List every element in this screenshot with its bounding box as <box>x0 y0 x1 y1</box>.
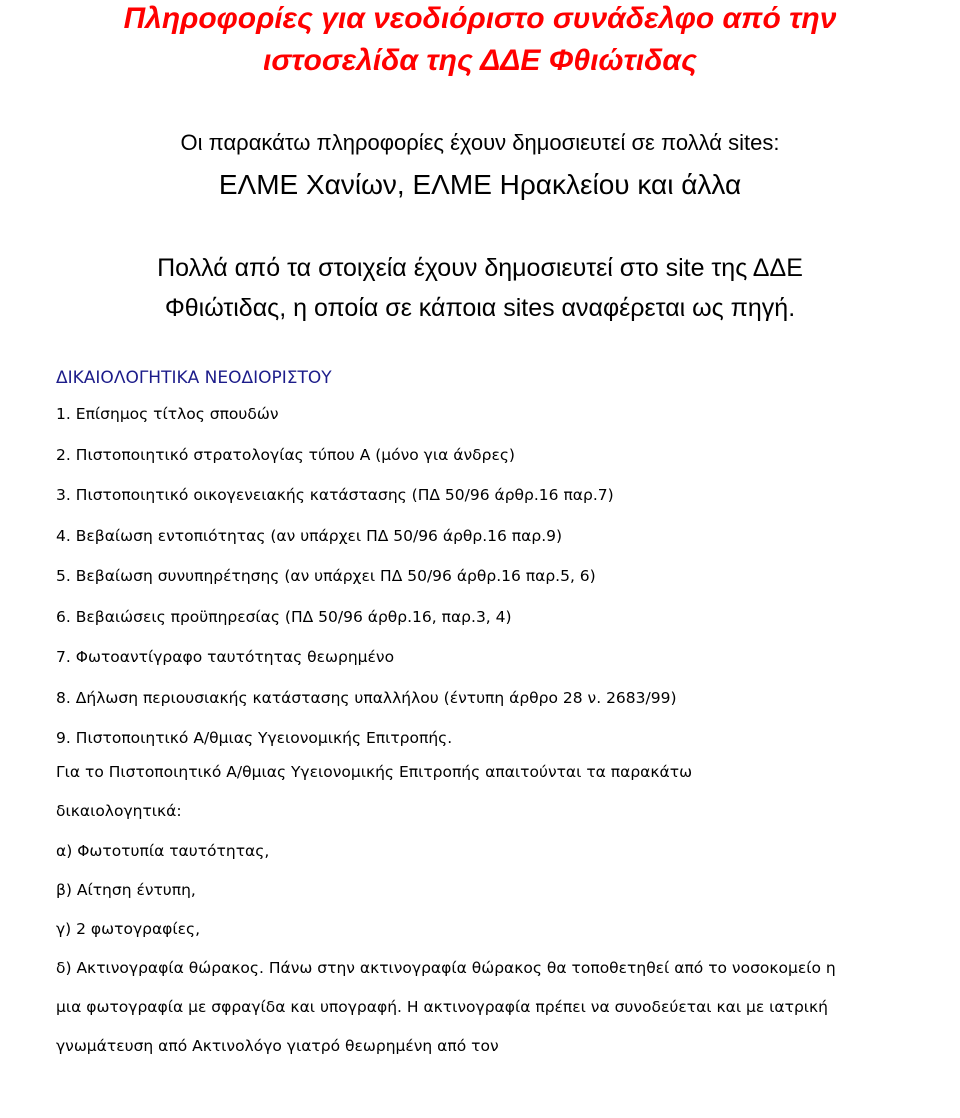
paragraph-line: Για το Πιστοποιητικό Α/θμιας Υγειονομικής Επιτροπής απαιτούνται τα παρακάτω <box>56 763 693 781</box>
requirement-line: γ) 2 φωτογραφίες, <box>56 920 201 938</box>
paragraph-line: δικαιολογητικά: <box>56 802 182 820</box>
list-item <box>56 562 677 603</box>
page-title-line-2: ιστοσελίδα της ΔΔΕ Φθιώτιδας <box>262 44 697 77</box>
list-item <box>56 481 677 522</box>
list-item-number: 9. <box>56 729 71 747</box>
list-item-text: Δήλωση περιουσιακής κατάστασης υπαλλήλου (έντυπη άρθρο 28 ν. 2683/99) <box>75 688 677 707</box>
source-note-line-2: Φθιώτιδας, η οποία σε κάποια sites αναφέρεται ως πηγή. <box>164 294 796 322</box>
list-item <box>56 643 677 684</box>
list-item-text: Πιστοποιητικό στρατολογίας τύπου Α (μόνο για άνδρες) <box>75 445 515 464</box>
documents-list <box>56 400 677 765</box>
list-item <box>56 522 677 563</box>
list-item-text: Πιστοποιητικό οικογενειακής κατάστασης (ΠΔ 50/96 άρθρ.16 παρ.7) <box>75 486 614 504</box>
requirement-line: μια φωτογραφία με σφραγίδα και υπογραφή. Η ακτινογραφία πρέπει να συνοδεύεται και με ιατρική <box>56 998 828 1016</box>
list-item-number: 4. <box>56 526 71 545</box>
intro-line-1: Οι παρακάτω πληροφορίες έχουν δημοσιευτεί σε πολλά sites: <box>180 130 780 155</box>
list-item-text: Βεβαιώσεις προϋπηρεσίας (ΠΔ 50/96 άρθρ.16, παρ.3, 4) <box>75 607 512 626</box>
list-item-text: Επίσημος τίτλος σπουδών <box>75 405 279 423</box>
requirement-line: γνωμάτευση από Ακτινολόγο γιατρό θεωρημένη από τον <box>56 1037 499 1055</box>
requirement-line: α) Φωτοτυπία ταυτότητας, <box>56 842 270 860</box>
health-committee-intro <box>56 758 692 836</box>
list-item <box>56 400 677 441</box>
list-item-number: 6. <box>56 607 71 626</box>
section-heading: ΔΙΚΑΙΟΛΟΓΗΤΙΚΑ ΝΕΟΔΙΟΡΙΣΤΟΥ <box>56 368 332 388</box>
list-item <box>56 441 677 482</box>
requirement-line: β) Αίτηση έντυπη, <box>56 881 196 899</box>
list-item-number: 8. <box>56 688 71 707</box>
list-item-text: Πιστοποιητικό Α/θμιας Υγειονομικής Επιτροπής. <box>75 729 453 747</box>
list-item-number: 1. <box>56 405 71 423</box>
list-item-number: 2. <box>56 445 71 464</box>
list-item <box>56 603 677 644</box>
list-item-text: Βεβαίωση εντοπιότητας (αν υπάρχει ΠΔ 50/96 άρθρ.16 παρ.9) <box>75 526 563 545</box>
list-item-number: 5. <box>56 567 71 585</box>
health-committee-requirements <box>56 837 836 1071</box>
list-item-text: Βεβαίωση συνυπηρέτησης (αν υπάρχει ΠΔ 50/96 άρθρ.16 παρ.5, 6) <box>75 567 596 585</box>
list-item-number: 7. <box>56 648 71 666</box>
list-item-number: 3. <box>56 486 71 504</box>
list-item-text: Φωτοαντίγραφο ταυτότητας θεωρημένο <box>75 648 395 666</box>
page-title-line-1: Πληροφορίες για νεοδιόριστο συνάδελφο από την <box>123 2 837 35</box>
requirement-line: δ) Ακτινογραφία θώρακος. Πάνω στην ακτινογραφία θώρακος θα τοποθετηθεί από το νοσοκομείο η <box>56 959 836 977</box>
intro-line-2: ΕΛΜΕ Χανίων, ΕΛΜΕ Ηρακλείου και άλλα <box>218 169 742 200</box>
source-note-line-1: Πολλά από τα στοιχεία έχουν δημοσιευτεί στο site της ΔΔΕ <box>157 254 803 282</box>
list-item <box>56 684 677 725</box>
